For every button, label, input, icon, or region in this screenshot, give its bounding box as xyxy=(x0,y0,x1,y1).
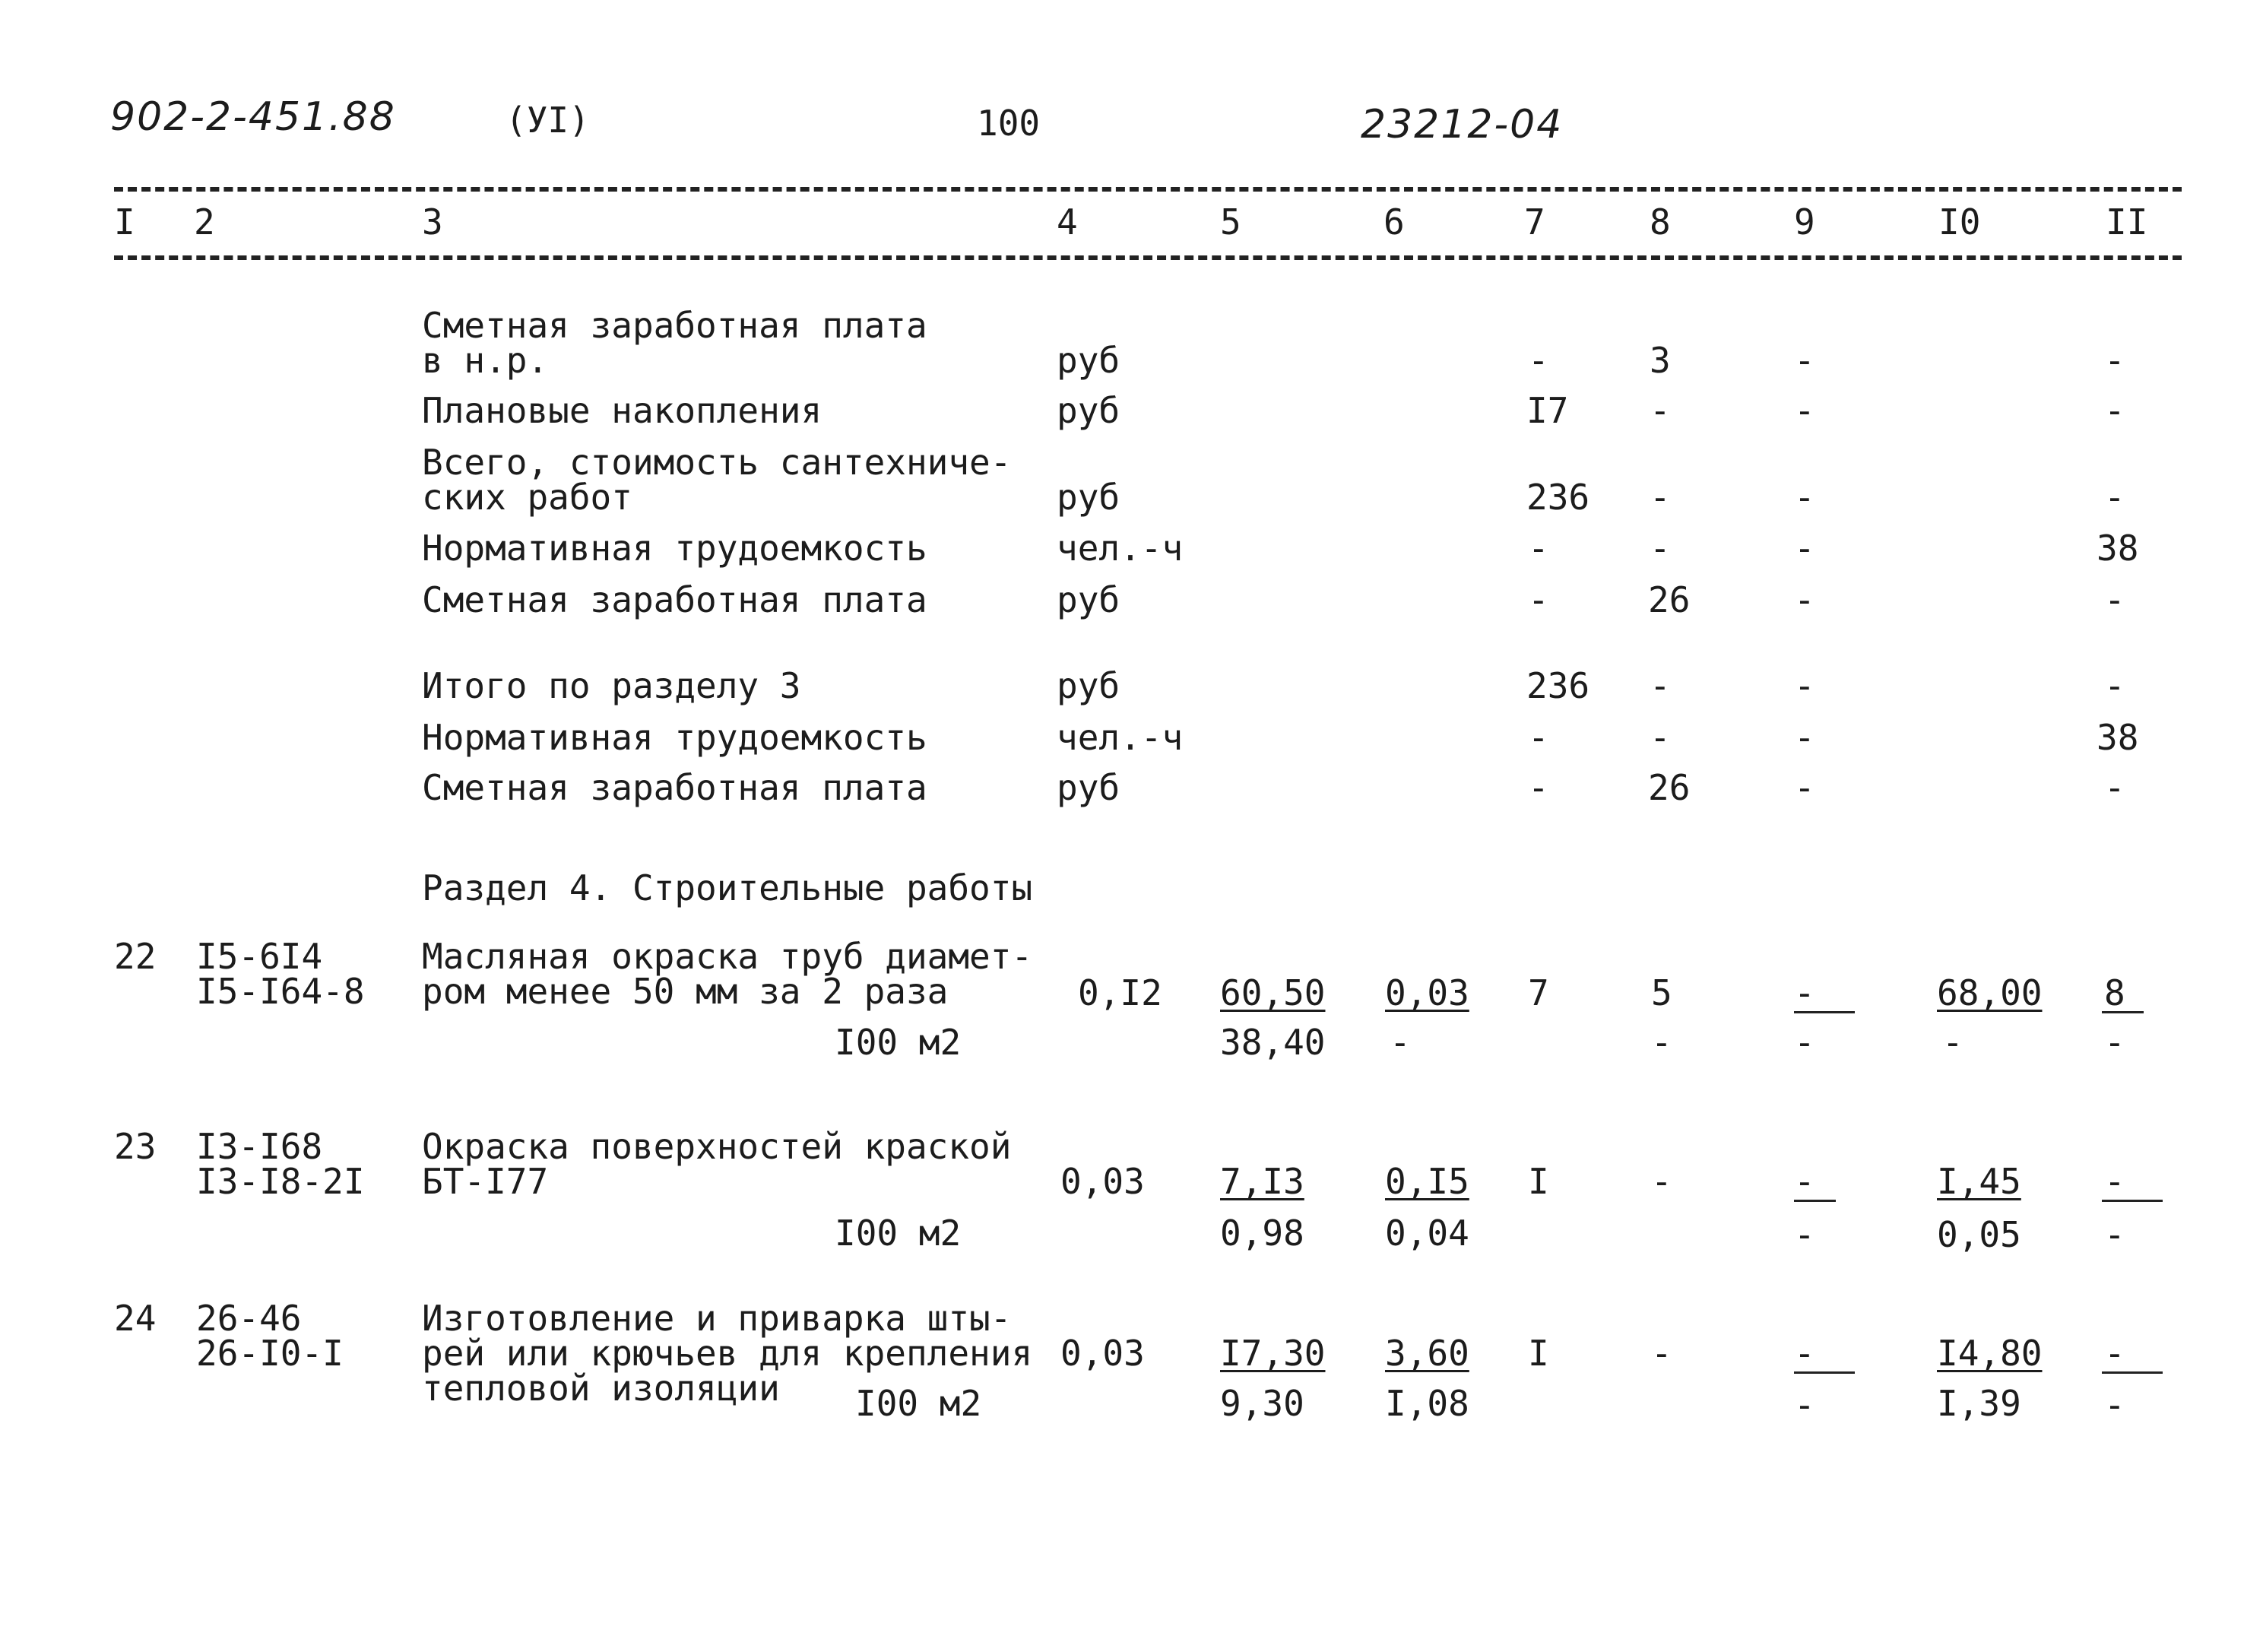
row23-code1: I3-I68 xyxy=(196,1126,323,1167)
row24-c9-top: - xyxy=(1794,1333,1815,1374)
row22-c10-top: 68,00 xyxy=(1937,972,2043,1013)
row24-code2: 26-I0-I xyxy=(196,1333,344,1374)
labor-c7: - xyxy=(1528,528,1549,569)
row24-c5-bot: 9,30 xyxy=(1220,1383,1304,1424)
row23-c5-bot: 0,98 xyxy=(1220,1213,1304,1254)
wage-c9: - xyxy=(1794,579,1815,620)
wage-nr-c8: 3 xyxy=(1650,340,1671,381)
row23-c9-bot: - xyxy=(1794,1214,1815,1255)
row24-c10-top: I4,80 xyxy=(1937,1333,2043,1374)
row22-qty: 0,I2 xyxy=(1078,972,1162,1013)
page-number: 100 xyxy=(977,103,1041,144)
row24-c7: I xyxy=(1528,1333,1549,1374)
row22-c9-bot: - xyxy=(1794,1022,1815,1063)
row23-desc2: БТ-I77 xyxy=(422,1161,549,1202)
row24-code1: 26-46 xyxy=(196,1298,302,1339)
row23-c6-bot: 0,04 xyxy=(1385,1213,1469,1254)
itogo-label: Итого по разделу 3 xyxy=(422,665,801,706)
wage-nr-c11: - xyxy=(2104,340,2125,381)
row22-code2: I5-I64-8 xyxy=(196,971,365,1012)
itogo-labor-unit: чел.-ч xyxy=(1057,717,1184,758)
wage-nr-unit: руб xyxy=(1057,340,1120,381)
row22-c11-top: 8 xyxy=(2104,972,2125,1013)
itogo-wage-c9: - xyxy=(1794,767,1815,808)
row24-desc1: Изготовление и приварка шты- xyxy=(422,1298,1012,1339)
row22-c11-bot: - xyxy=(2104,1022,2125,1063)
row23-c9-top: - xyxy=(1794,1161,1815,1202)
row22-num: 22 xyxy=(114,936,157,977)
planned-c11: - xyxy=(2104,390,2125,431)
itogo-labor-label: Нормативная трудоемкость xyxy=(422,717,927,758)
row22-desc2: ром менее 50 мм за 2 раза xyxy=(422,971,949,1012)
col-header-5: 5 xyxy=(1220,201,1241,243)
itogo-c8: - xyxy=(1650,665,1671,706)
itogo-wage-c8: 26 xyxy=(1648,767,1691,808)
row22-c6-top: 0,03 xyxy=(1385,972,1469,1013)
itogo-labor-c9: - xyxy=(1794,717,1815,758)
planned-c9: - xyxy=(1794,390,1815,431)
row22-c9-underline xyxy=(1794,1011,1855,1013)
itogo-c9: - xyxy=(1794,665,1815,706)
wage-nr-c9: - xyxy=(1794,340,1815,381)
wage-c7: - xyxy=(1528,579,1549,620)
row24-c6-top: 3,60 xyxy=(1385,1333,1469,1374)
labor-c8: - xyxy=(1650,528,1671,569)
row22-c10-bot: - xyxy=(1942,1022,1963,1063)
section-mark: (УI) xyxy=(506,100,590,141)
doc-code: 23212-04 xyxy=(1361,102,1564,147)
labor-c11: 38 xyxy=(2097,528,2139,569)
row24-c10-bot: I,39 xyxy=(1937,1383,2021,1424)
doc-number: 902-2-451.88 xyxy=(110,94,396,140)
col-header-7: 7 xyxy=(1524,201,1545,243)
wage-c11: - xyxy=(2104,579,2125,620)
total-unit: руб xyxy=(1057,477,1120,518)
planned-label: Плановые накопления xyxy=(422,390,822,431)
row22-c8-bot: - xyxy=(1651,1022,1672,1063)
row24-qty: 0,03 xyxy=(1060,1333,1145,1374)
planned-c7: I7 xyxy=(1526,390,1569,431)
row23-c7: I xyxy=(1528,1161,1549,1202)
row24-c11-top: - xyxy=(2104,1333,2125,1374)
labor-c9: - xyxy=(1794,528,1815,569)
row22-c9-top: - xyxy=(1794,972,1815,1013)
itogo-labor-c7: - xyxy=(1528,717,1549,758)
itogo-labor-c8: - xyxy=(1650,717,1671,758)
wage-label: Сметная заработная плата xyxy=(422,579,927,620)
itogo-labor-c11: 38 xyxy=(2097,717,2139,758)
wage-unit: руб xyxy=(1057,579,1120,620)
header-rule-top xyxy=(114,187,2182,192)
labor-label: Нормативная трудоемкость xyxy=(422,528,927,569)
row22-c8-top: 5 xyxy=(1651,972,1672,1013)
total-c7: 236 xyxy=(1526,477,1590,518)
row23-qty: 0,03 xyxy=(1060,1161,1145,1202)
row24-desc2: рей или крючьев для крепления xyxy=(422,1333,1033,1374)
itogo-wage-unit: руб xyxy=(1057,767,1120,808)
header-rule-bottom xyxy=(114,255,2182,260)
row23-c5-top: 7,I3 xyxy=(1220,1161,1304,1202)
col-header-3: 3 xyxy=(422,201,443,243)
row22-unit: I00 м2 xyxy=(835,1022,962,1063)
total-c8: - xyxy=(1650,477,1671,518)
section-4-title: Раздел 4. Строительные работы xyxy=(422,867,1033,908)
row22-desc1: Масляная окраска труб диамет- xyxy=(422,936,1033,977)
row23-c10-top: I,45 xyxy=(1937,1161,2021,1202)
col-header-10: I0 xyxy=(1938,201,1981,243)
row23-c11-bot: - xyxy=(2104,1214,2125,1255)
row22-c5-bot: 38,40 xyxy=(1220,1022,1326,1063)
row24-c5-top: I7,30 xyxy=(1220,1333,1326,1374)
row23-c11-top: - xyxy=(2104,1161,2125,1202)
total-label-line2: ских работ xyxy=(422,477,632,518)
row23-c6-top: 0,I5 xyxy=(1385,1161,1469,1202)
col-header-2: 2 xyxy=(194,201,215,243)
wage-nr-label-line2: в н.р. xyxy=(422,340,549,381)
row24-unit: I00 м2 xyxy=(855,1383,982,1424)
itogo-unit: руб xyxy=(1057,665,1120,706)
itogo-c7: 236 xyxy=(1526,665,1590,706)
row22-c11-underline xyxy=(2102,1011,2144,1013)
col-header-6: 6 xyxy=(1383,201,1405,243)
row23-c11-underline xyxy=(2102,1200,2163,1202)
row22-code1: I5-6I4 xyxy=(196,936,323,977)
itogo-wage-c7: - xyxy=(1528,767,1549,808)
planned-unit: руб xyxy=(1057,390,1120,431)
col-header-11: II xyxy=(2106,201,2148,243)
row23-c8-top: - xyxy=(1651,1161,1672,1202)
row23-c9-underline xyxy=(1794,1200,1836,1202)
row22-c7: 7 xyxy=(1528,972,1549,1013)
row24-c11-underline xyxy=(2102,1371,2163,1374)
col-header-1: I xyxy=(114,201,135,243)
row24-num: 24 xyxy=(114,1298,157,1339)
row23-unit: I00 м2 xyxy=(835,1213,962,1254)
row24-c11-bot: - xyxy=(2104,1384,2125,1425)
wage-c8: 26 xyxy=(1648,579,1691,620)
labor-unit: чел.-ч xyxy=(1057,528,1184,569)
itogo-wage-c11: - xyxy=(2104,767,2125,808)
row24-desc3: тепловой изоляции xyxy=(422,1368,780,1409)
total-c11: - xyxy=(2104,477,2125,518)
total-c9: - xyxy=(1794,477,1815,518)
row24-c6-bot: I,08 xyxy=(1385,1383,1469,1424)
row24-c9-bot: - xyxy=(1794,1384,1815,1425)
planned-c8: - xyxy=(1650,390,1671,431)
col-header-9: 9 xyxy=(1794,201,1815,243)
col-header-8: 8 xyxy=(1650,201,1671,243)
row24-c9-underline xyxy=(1794,1371,1855,1374)
row23-desc1: Окраска поверхностей краской xyxy=(422,1126,1012,1167)
row24-c8-top: - xyxy=(1651,1333,1672,1374)
col-header-4: 4 xyxy=(1057,201,1078,243)
total-label-line1: Всего, стоимость сантехниче- xyxy=(422,442,1012,483)
wage-nr-label-line1: Сметная заработная плата xyxy=(422,305,927,346)
row22-c6-bot: - xyxy=(1390,1022,1411,1063)
row23-num: 23 xyxy=(114,1126,157,1167)
row22-c5-top: 60,50 xyxy=(1220,972,1326,1013)
itogo-wage-label: Сметная заработная плата xyxy=(422,767,927,808)
wage-nr-c7: - xyxy=(1528,340,1549,381)
row23-code2: I3-I8-2I xyxy=(196,1161,365,1202)
row23-c10-bot: 0,05 xyxy=(1937,1214,2021,1255)
itogo-c11: - xyxy=(2104,665,2125,706)
